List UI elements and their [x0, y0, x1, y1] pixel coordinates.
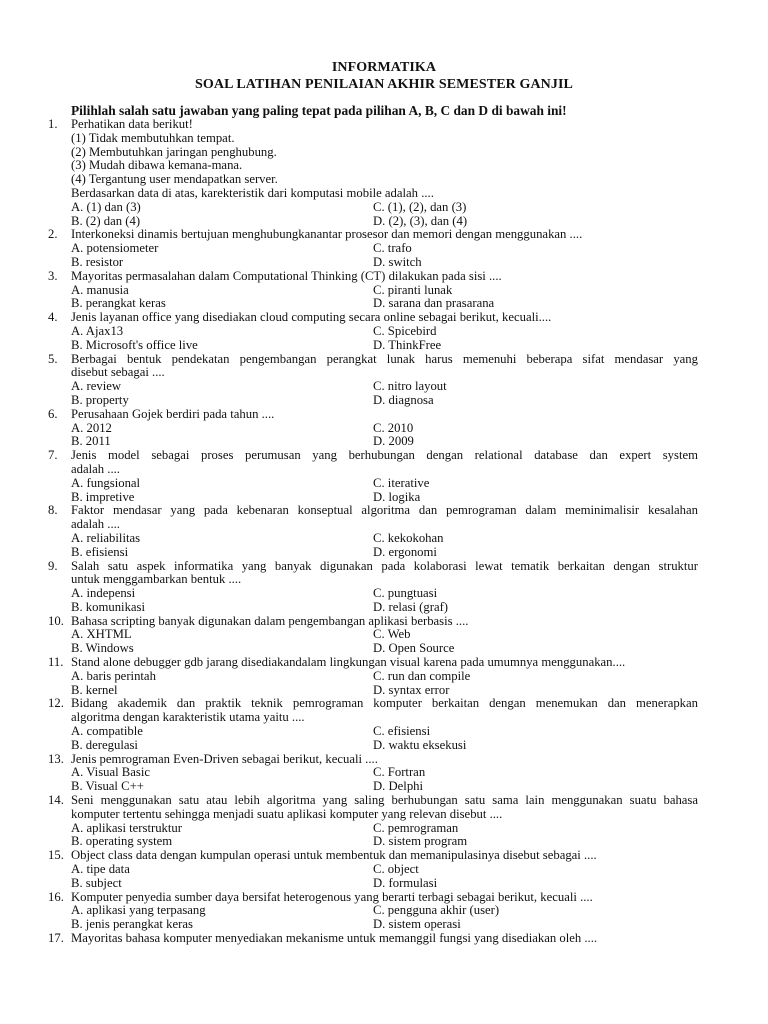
- question-text: Jenis model sebagai proses perumusan yang berhubungan dengan relational database dan expert system: [71, 448, 698, 463]
- option-b: B. resistor: [71, 254, 124, 269]
- page-subtitle: SOAL LATIHAN PENILAIAN AKHIR SEMESTER GANJIL: [195, 77, 573, 92]
- question-text: komputer tertentu sehingga menjadi suatu aplikasi komputer yang relevan disebut ....: [71, 806, 503, 821]
- question-number: 11.: [48, 655, 64, 670]
- question-line: [0, 711, 768, 725]
- question-text: Komputer penyedia sumber daya bersifat heterogenous yang berarti terbagi sebagai berikut, kecuali ....: [71, 889, 593, 904]
- question-number: 15.: [48, 848, 64, 863]
- option-d: D. waktu eksekusi: [373, 737, 467, 752]
- option-d: D. relasi (graf): [373, 599, 449, 614]
- option-d: D. (2), (3), dan (4): [373, 213, 468, 228]
- question-item: [0, 753, 768, 794]
- option-b: B. subject: [71, 875, 122, 890]
- question-item: [0, 891, 768, 932]
- option-b: B. property: [71, 392, 129, 407]
- option-d: D. ergonomi: [373, 544, 437, 559]
- question-item: [0, 560, 768, 615]
- question-text: Jenis layanan office yang disediakan cloud computing secara online sebagai berikut, kecuali....: [71, 310, 552, 325]
- question-text: Salah satu aspek informatika yang banyak digunakan pada kolaborasi lewat tematik berkaitan dengan struktur: [71, 558, 698, 573]
- option-b: B. komunikasi: [71, 599, 146, 614]
- question-item: [0, 656, 768, 697]
- question-item: [0, 353, 768, 408]
- option-a: A. manusia: [71, 282, 129, 297]
- question-line: [0, 573, 768, 587]
- question-text: untuk menggambarkan bentuk ....: [71, 572, 242, 587]
- question-line: [0, 615, 768, 629]
- option-a: A. tipe data: [71, 862, 130, 877]
- question-text: Jenis pemrograman Even-Driven sebagai berikut, kecuali ....: [71, 751, 378, 766]
- question-line: [0, 173, 768, 187]
- question-text: (2) Membutuhkan jaringan penghubung.: [71, 144, 277, 159]
- option-a: A. reliabilitas: [71, 530, 141, 545]
- option-row: [0, 422, 768, 436]
- option-c: C. (1), (2), dan (3): [373, 199, 467, 214]
- question-text: Perhatikan data berikut!: [71, 117, 193, 131]
- question-text: Seni menggunakan satu atau lebih algoritma yang saling berhubungan satu sama lain menggunakan suatu bahasa: [71, 793, 698, 808]
- option-c: C. 2010: [373, 420, 414, 435]
- question-number: 5.: [48, 351, 58, 366]
- question-number: 4.: [48, 310, 58, 325]
- question-line: [0, 560, 768, 574]
- option-row: [0, 780, 768, 794]
- option-b: B. jenis perangkat keras: [71, 917, 193, 932]
- question-item: [0, 932, 768, 946]
- question-text: adalah ....: [71, 517, 120, 532]
- question-number: 6.: [48, 406, 58, 421]
- option-b: B. efisiensi: [71, 544, 129, 559]
- question-line: [0, 353, 768, 367]
- option-row: [0, 477, 768, 491]
- option-c: C. kekokohan: [373, 530, 444, 545]
- option-c: C. Fortran: [373, 765, 426, 780]
- option-a: A. XHTML: [71, 627, 132, 642]
- option-row: [0, 766, 768, 780]
- option-row: [0, 256, 768, 270]
- option-row: [0, 601, 768, 615]
- question-text: algoritma dengan karakteristik utama yaitu ....: [71, 710, 305, 725]
- option-row: [0, 435, 768, 449]
- question-text: (3) Mudah dibawa kemana-mana.: [71, 158, 243, 173]
- option-row: [0, 394, 768, 408]
- option-b: B. kernel: [71, 682, 118, 697]
- question-text: (1) Tidak membutuhkan tempat.: [71, 130, 235, 145]
- question-number: 1.: [48, 117, 58, 131]
- option-a: A. review: [71, 379, 122, 394]
- option-c: C. iterative: [373, 475, 430, 490]
- option-d: D. ThinkFree: [373, 337, 442, 352]
- option-a: A. Visual Basic: [71, 765, 150, 780]
- question-text: Stand alone debugger gdb jarang disediakandalam lingkungan visual karena pada umumnya menggunakan....: [71, 655, 626, 670]
- question-line: [0, 270, 768, 284]
- question-text: Faktor mendasar yang pada kebenaran konseptual algoritma dan pemrograman dalam meminimalisir kesalahan: [71, 503, 698, 518]
- question-item: [0, 408, 768, 449]
- option-b: B. deregulasi: [71, 737, 138, 752]
- option-row: [0, 739, 768, 753]
- option-a: A. potensiometer: [71, 241, 159, 256]
- question-line: [0, 753, 768, 767]
- option-a: A. Ajax13: [71, 323, 124, 338]
- question-line: [0, 187, 768, 201]
- question-item: [0, 118, 768, 228]
- question-line: [0, 132, 768, 146]
- option-d: D. syntax error: [373, 682, 450, 697]
- question-text: (4) Tergantung user mendapatkan server.: [71, 172, 278, 187]
- option-c: C. run dan compile: [373, 668, 471, 683]
- question-line: [0, 518, 768, 532]
- option-d: D. Open Source: [373, 641, 455, 656]
- question-item: [0, 849, 768, 890]
- option-c: C. piranti lunak: [373, 282, 453, 297]
- option-c: C. pengguna akhir (user): [373, 903, 500, 918]
- option-a: A. (1) dan (3): [71, 199, 141, 214]
- question-number: 13.: [48, 751, 64, 766]
- question-number: 10.: [48, 613, 64, 628]
- option-c: C. object: [373, 862, 419, 877]
- option-row: [0, 284, 768, 298]
- option-row: [0, 339, 768, 353]
- question-number: 7.: [48, 448, 58, 463]
- option-b: B. operating system: [71, 834, 173, 849]
- option-d: D. 2009: [373, 434, 414, 449]
- question-line: [0, 463, 768, 477]
- question-line: [0, 228, 768, 242]
- question-line: [0, 504, 768, 518]
- question-text: Bahasa scripting banyak digunakan dalam pengembangan aplikasi berbasis ....: [71, 613, 469, 628]
- option-c: C. pemrograman: [373, 820, 459, 835]
- question-line: [0, 366, 768, 380]
- option-a: A. baris perintah: [71, 668, 156, 683]
- question-item: [0, 311, 768, 352]
- question-text: Perusahaan Gojek berdiri pada tahun ....: [71, 406, 275, 421]
- option-row: [0, 242, 768, 256]
- option-row: [0, 201, 768, 215]
- question-item: [0, 270, 768, 311]
- question-text: Bidang akademik dan praktik teknik pemrograman komputer berkaitan dengan menemukan dan menerapkan: [71, 696, 698, 711]
- option-row: [0, 918, 768, 932]
- option-row: [0, 877, 768, 891]
- option-c: C. pungtuasi: [373, 586, 438, 601]
- option-c: C. Web: [373, 627, 411, 642]
- option-row: [0, 628, 768, 642]
- question-line: [0, 118, 768, 132]
- question-text: Berbagai bentuk pendekatan pengembangan perangkat lunak harus memenuhi beberapa sifat mendasar yang: [71, 351, 698, 366]
- option-b: B. 2011: [71, 434, 111, 449]
- question-item: [0, 449, 768, 504]
- option-b: B. Windows: [71, 641, 134, 656]
- question-number: 8.: [48, 503, 58, 518]
- option-d: D. diagnosa: [373, 392, 434, 407]
- question-number: 16.: [48, 889, 64, 904]
- question-item: [0, 228, 768, 269]
- question-text: Mayoritas permasalahan dalam Computational Thinking (CT) dilakukan pada sisi ....: [71, 268, 502, 283]
- option-c: C. efisiensi: [373, 724, 431, 739]
- option-row: [0, 725, 768, 739]
- option-row: [0, 863, 768, 877]
- option-d: D. sarana dan prasarana: [373, 296, 495, 311]
- option-b: B. perangkat keras: [71, 296, 166, 311]
- question-line: [0, 408, 768, 422]
- option-a: A. fungsional: [71, 475, 141, 490]
- option-d: D. switch: [373, 254, 422, 269]
- option-b: B. (2) dan (4): [71, 213, 141, 228]
- question-item: [0, 615, 768, 656]
- question-line: [0, 311, 768, 325]
- option-row: [0, 670, 768, 684]
- question-item: [0, 697, 768, 752]
- option-row: [0, 532, 768, 546]
- question-line: [0, 697, 768, 711]
- option-row: [0, 822, 768, 836]
- question-line: [0, 808, 768, 822]
- option-c: C. Spicebird: [373, 323, 437, 338]
- question-line: [0, 932, 768, 946]
- question-number: 14.: [48, 793, 64, 808]
- question-number: 17.: [48, 931, 64, 946]
- option-d: D. logika: [373, 489, 421, 504]
- question-text: Object class data dengan kumpulan operasi untuk membentuk dan memanipulasinya disebut sebagai ....: [71, 848, 597, 863]
- option-d: D. sistem program: [373, 834, 468, 849]
- option-c: C. trafo: [373, 241, 412, 256]
- option-row: [0, 904, 768, 918]
- option-row: [0, 546, 768, 560]
- option-d: D. Delphi: [373, 779, 424, 794]
- instruction-text: Pilihlah salah satu jawaban yang paling tepat pada pilihan A, B, C dan D di bawah ini!: [71, 103, 567, 118]
- option-a: A. aplikasi terstruktur: [71, 820, 182, 835]
- question-line: [0, 146, 768, 160]
- option-row: [0, 215, 768, 229]
- option-d: D. sistem operasi: [373, 917, 461, 932]
- option-row: [0, 835, 768, 849]
- question-text: Interkoneksi dinamis bertujuan menghubungkanantar prosesor dan memori dengan menggunakan ....: [71, 227, 583, 242]
- option-a: A. indepensi: [71, 586, 136, 601]
- question-line: [0, 794, 768, 808]
- question-number: 9.: [48, 558, 58, 573]
- page-title: INFORMATIKA: [331, 60, 437, 75]
- question-line: [0, 656, 768, 670]
- option-row: [0, 380, 768, 394]
- question-number: 2.: [48, 227, 58, 242]
- question-line: [0, 449, 768, 463]
- question-line: [0, 159, 768, 173]
- question-number: 12.: [48, 696, 64, 711]
- question-list: [0, 118, 768, 946]
- option-row: [0, 587, 768, 601]
- question-line: [0, 849, 768, 863]
- question-text: Berdasarkan data di atas, karekteristik dari komputasi mobile adalah ....: [71, 185, 434, 200]
- option-a: A. compatible: [71, 724, 143, 739]
- question-text: disebut sebagai ....: [71, 365, 165, 380]
- question-item: [0, 504, 768, 559]
- question-number: 3.: [48, 268, 58, 283]
- option-row: [0, 491, 768, 505]
- question-text: adalah ....: [71, 461, 120, 476]
- option-row: [0, 297, 768, 311]
- question-line: [0, 891, 768, 905]
- option-b: B. Visual C++: [71, 779, 144, 794]
- option-d: D. formulasi: [373, 875, 438, 890]
- option-row: [0, 325, 768, 339]
- option-row: [0, 684, 768, 698]
- option-row: [0, 642, 768, 656]
- option-a: A. aplikasi yang terpasang: [71, 903, 206, 918]
- option-b: B. impretive: [71, 489, 135, 504]
- question-text: Mayoritas bahasa komputer menyediakan mekanisme untuk memanggil fungsi yang disediakan oleh ....: [71, 931, 598, 946]
- question-item: [0, 794, 768, 849]
- option-b: B. Microsoft's office live: [71, 337, 198, 352]
- option-c: C. nitro layout: [373, 379, 447, 394]
- option-a: A. 2012: [71, 420, 112, 435]
